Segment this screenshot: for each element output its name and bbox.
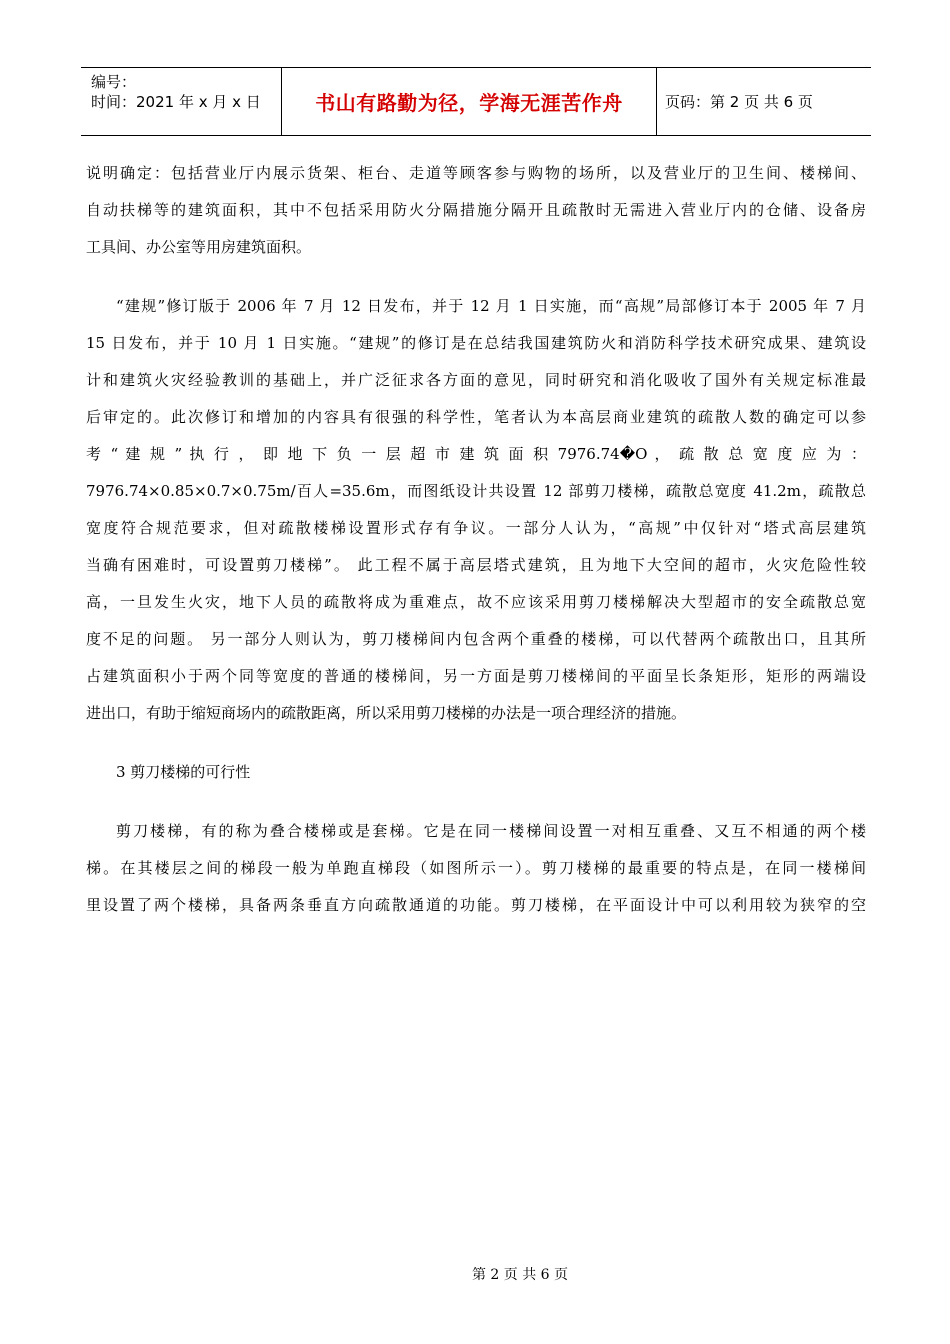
paragraph-2 [86, 288, 866, 732]
document-number-label: 编号： [91, 73, 137, 91]
paragraph-line: 宽度符合规范要求，但对疏散楼梯设置形式存有争议。一部分人认为，“高规”中仅针对“塔式高层建筑 [86, 519, 866, 537]
header-page-label: 页码：第 2 页 共 6 页 [665, 93, 813, 111]
paragraph-line: 里设置了两个楼梯，具备两条垂直方向疏散通道的功能。剪刀楼梯，在平面设计中可以利用较为狭窄的空 [86, 896, 866, 914]
section-heading: 3 剪刀楼梯的可行性 [116, 763, 251, 781]
header-page-cell [657, 68, 871, 135]
paragraph-line: 计和建筑火灾经验教训的基础上，并广泛征求各方面的意见，同时研究和消化吸收了国外有关规定标准最 [86, 371, 866, 389]
paragraph-line: 占建筑面积小于两个同等宽度的普通的楼梯间，另一方面是剪刀楼梯间的平面呈长条矩形，矩形的两端设 [86, 667, 866, 685]
paragraph-3 [86, 813, 866, 924]
paragraph-line: 高，一旦发生火灾，地下人员的疏散将成为重难点，故不应该采用剪刀楼梯解决大型超市的安全疏散总宽 [86, 593, 866, 611]
paragraph-line: 工具间、办公室等用房建筑面积。 [86, 238, 312, 256]
paragraph-1 [86, 155, 866, 266]
paragraph-line: 7976.74×0.85×0.7×0.75m/百人=35.6m，而图纸设计共设置 12 部剪刀楼梯，疏散总宽度 41.2m，疏散总 [86, 482, 866, 500]
page-footer: 第 2 页 共 6 页 [471, 1267, 569, 1283]
document-body [86, 155, 866, 924]
paragraph-line: “建规”修订版于 2006 年 7 月 12 日发布，并于 12 月 1 日实施，而“高规”局部修订本于 2005 年 7 月 [116, 297, 866, 315]
paragraph-line: 梯。在其楼层之间的梯段一般为单跑直梯段（如图所示一）。剪刀楼梯的最重要的特点是，在同一楼梯间 [86, 859, 866, 877]
paragraph-line: 后审定的。此次修订和增加的内容具有很强的科学性，笔者认为本高层商业建筑的疏散人数的确定可以参 [86, 408, 866, 426]
paragraph-line: 说明确定：包括营业厅内展示货架、柜台、走道等顾客参与购物的场所，以及营业厅的卫生间、楼梯间、 [86, 164, 866, 182]
header-motto: 书山有路勤为径，学海无涯苦作舟 [315, 91, 623, 115]
header-left-cell [81, 68, 282, 135]
document-date-label: 时间：2021 年 x 月 x 日 [91, 93, 261, 111]
paragraph-line: 剪刀楼梯，有的称为叠合楼梯或是套梯。它是在同一楼梯间设置一对相互重叠、又互不相通的两个楼 [116, 822, 866, 840]
header-table [81, 67, 871, 136]
paragraph-line: 自动扶梯等的建筑面积，其中不包括采用防火分隔措施分隔开且疏散时无需进入营业厅内的仓储、设备房 [86, 201, 866, 219]
paragraph-line: 当确有困难时，可设置剪刀楼梯”。 此工程不属于高层塔式建筑，且为地下大空间的超市，火灾危险性较 [86, 556, 866, 574]
header-motto-cell [282, 68, 657, 135]
paragraph-line: 度不足的问题。 另一部分人则认为，剪刀楼梯间内包含两个重叠的楼梯，可以代替两个疏散出口，且其所 [86, 630, 866, 648]
paragraph-line: 进出口，有助于缩短商场内的疏散距离，所以采用剪刀楼梯的办法是一项合理经济的措施。 [86, 704, 687, 722]
paragraph-line: 15 日发布，并于 10 月 1 日实施。“建规”的修订是在总结我国建筑防火和消防科学技术研究成果、建筑设 [86, 334, 866, 352]
paragraph-line: 考 “ 建 规 ” 执 行 ， 即 地 下 负 一 层 超 市 建 筑 面 积 7976.74�O ， 疏 散 总 宽 度 应 为 ： [86, 445, 866, 463]
